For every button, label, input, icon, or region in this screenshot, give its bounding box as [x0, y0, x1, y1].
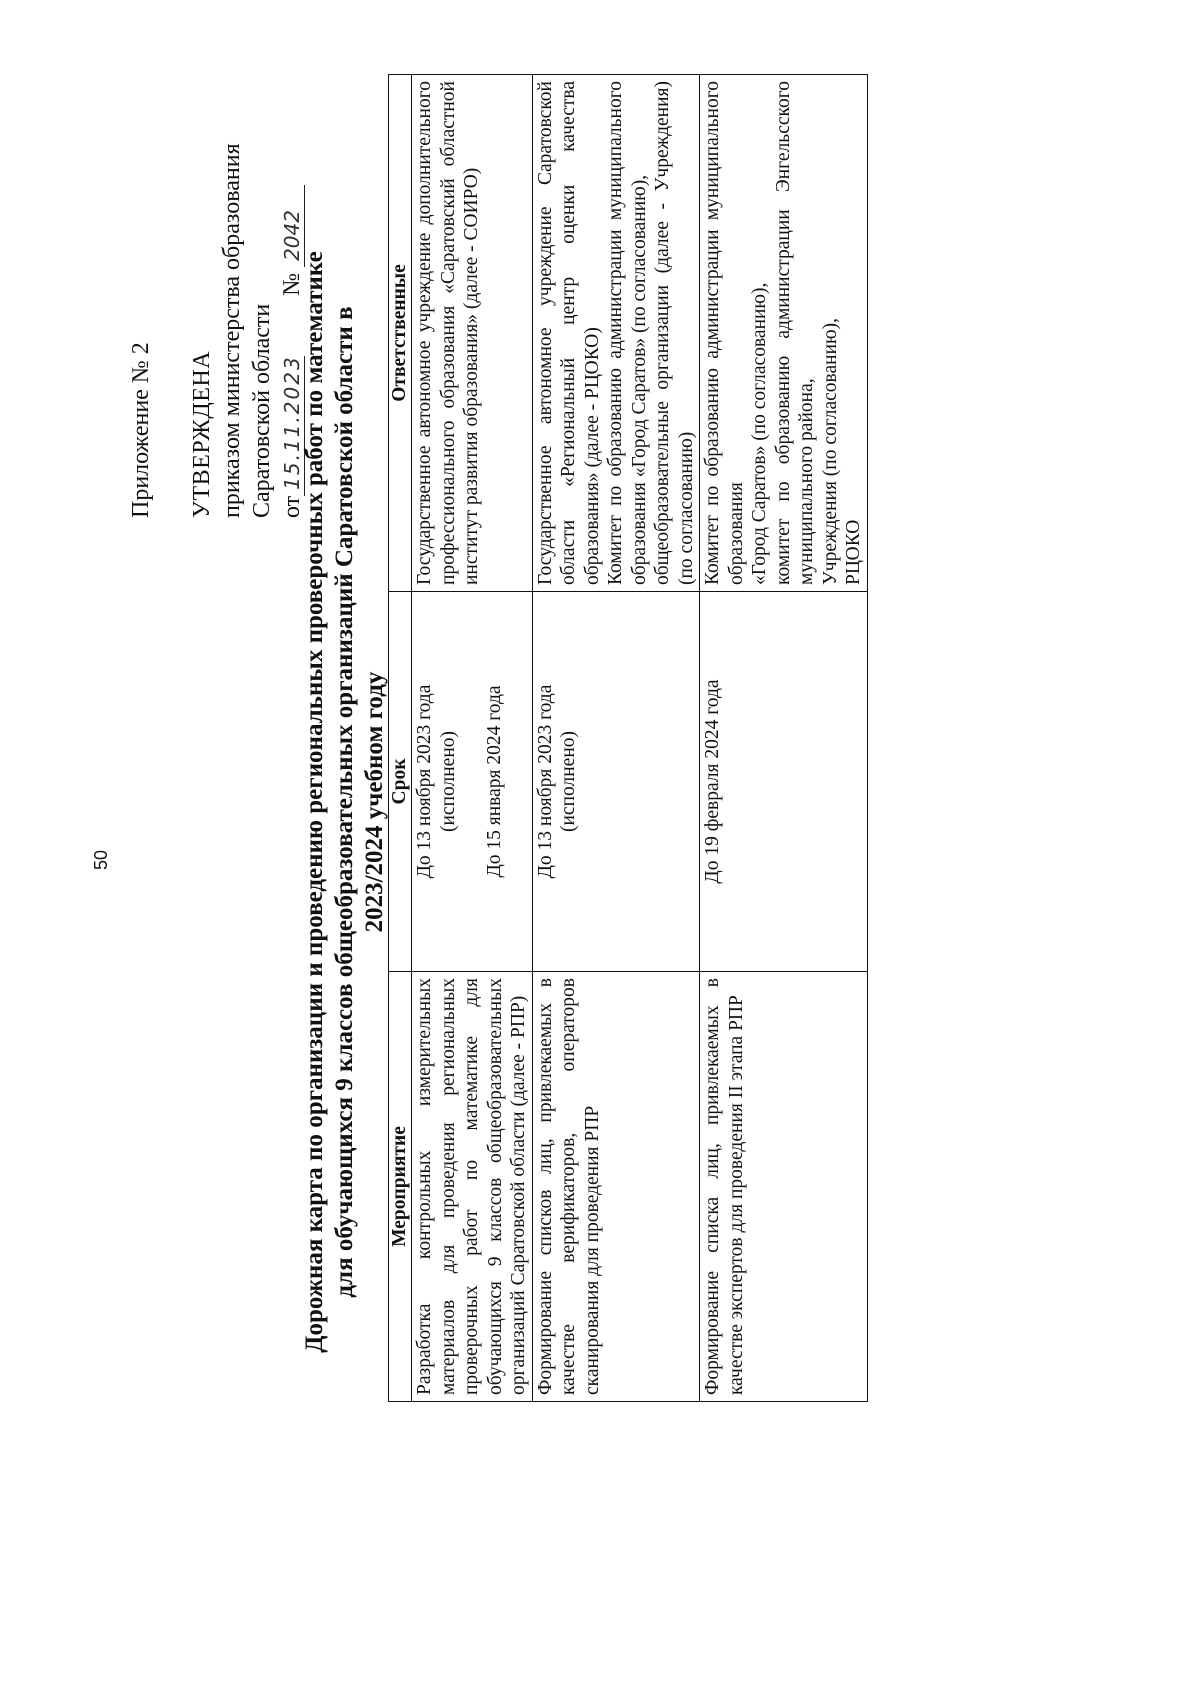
responsible-cell — [532, 75, 700, 592]
appendix-label: Приложение № 2 — [128, 342, 154, 518]
table-row — [700, 75, 868, 1402]
responsible-cell — [700, 75, 868, 592]
deadline-text: До 13 ноября 2023 года — [534, 684, 556, 879]
handwritten-date: 15.11.2023 — [280, 356, 305, 496]
title-line-2: для обучающихся 9 классов общеобразовательных организаций Саратовской области в — [331, 306, 358, 1298]
deadline-note: (исполнено) — [437, 731, 459, 833]
approval-line-2: Саратовской области — [249, 303, 275, 518]
responsible-entry: Государственное автономное учреждение дополнительного профессионального образования «Саратовский областной институт развития образования» (далее - СОИРО) — [414, 81, 482, 585]
table-header-row — [389, 75, 412, 1402]
responsible-entry: РЦОКО — [843, 519, 864, 585]
event-cell: Формирование списков лиц, привлекаемых в качестве верификаторов, операторов сканирования для проведения РПР — [532, 972, 700, 1402]
title-line-1: Дорожная карта по организации и проведению региональных проверочных работ по математике — [301, 251, 328, 1353]
responsible-entry: общеобразовательные организации (далее - Учреждения) (по согласованию) — [652, 81, 697, 585]
event-cell: Формирование списка лиц, привлекаемых в качестве экспертов для проведения II этапа РПР — [700, 972, 868, 1402]
table-row — [532, 75, 700, 1402]
responsible-entry: комитет по образованию администрации Энгельсского муниципального района, — [772, 81, 817, 585]
deadline-text: До 13 ноября 2023 года — [414, 684, 435, 879]
roadmap-table — [388, 74, 868, 1402]
responsible-entry: «Город Саратов» (по согласованию), — [749, 282, 770, 585]
handwritten-number: 2042 — [280, 185, 305, 267]
responsible-entry: Комитет по образованию администрации муниципального образования «Город Саратов» (по согласованию), — [605, 81, 650, 585]
approval-date-prefix: от — [279, 495, 305, 518]
responsible-entry: Учреждения (по согласованию), — [819, 318, 841, 585]
approval-line-1: приказом министерства образования — [219, 143, 245, 518]
header-event: Мероприятие — [389, 972, 412, 1402]
page-number: 50 — [91, 849, 111, 870]
event-cell: Разработка контрольных измерительных материалов для проведения региональных проверочных работ по математике для обучающихся 9 классов общеобразовательных организаций Саратовской области (далее - РПР) — [412, 972, 533, 1402]
deadline-cell — [700, 592, 868, 972]
title-line-3: 2023/2024 учебном году — [361, 671, 388, 933]
table-row — [412, 75, 533, 1402]
responsible-entry: Комитет по образованию администрации муниципального образования — [702, 81, 747, 585]
document-page — [55, 40, 1005, 1652]
deadline-cell — [532, 592, 700, 972]
header-deadline: Срок — [389, 592, 412, 972]
responsible-entry: Государственное автономное учреждение Саратовской области «Региональный центр оценки качества образования» (далее - РЦОКО) — [534, 81, 603, 585]
deadline-cell — [412, 592, 533, 972]
approval-block — [187, 143, 307, 518]
document-title — [300, 202, 390, 1402]
approval-heading: УТВЕРЖДЕНА — [189, 350, 215, 518]
deadline-text: До 19 февраля 2024 года — [702, 679, 723, 884]
deadline-note: (исполнено) — [558, 731, 579, 833]
approval-number-prefix: № — [279, 272, 305, 296]
deadline-text-2: До 15 января 2024 года — [484, 685, 505, 878]
header-responsible: Ответственные — [389, 75, 412, 592]
responsible-cell — [412, 75, 533, 592]
